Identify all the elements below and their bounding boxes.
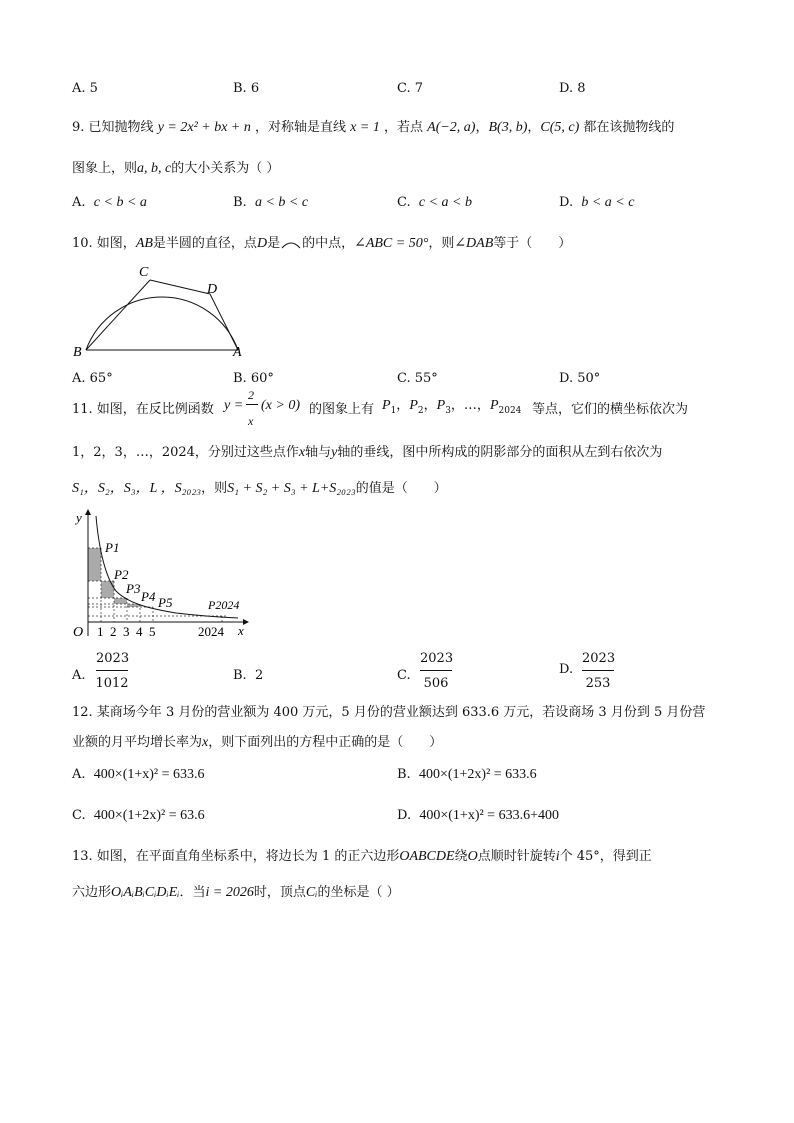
label-a: A	[233, 345, 242, 360]
option-label: A.	[72, 767, 86, 782]
q11-option-d-num: 2023	[582, 651, 616, 666]
fraction-bar	[582, 670, 614, 671]
q13-condition: i = 2026	[205, 885, 254, 900]
q13-text: 时，顶点	[253, 885, 306, 900]
q10-text: 等于（ ）	[493, 236, 572, 251]
q9-point-b: B(3, b)	[488, 120, 528, 135]
q13-i: i	[555, 849, 560, 864]
fraction-bar	[246, 404, 258, 405]
tick-4: 4	[136, 624, 143, 639]
q8-option-c: C. 7	[397, 81, 424, 96]
point-sub: 1	[390, 406, 397, 417]
q9-text: 图象上，则	[72, 161, 138, 176]
q10-option-b: B. 60°	[233, 371, 274, 386]
q13-text: 绕	[454, 849, 468, 864]
option-label: C.	[397, 195, 411, 210]
q10-point-d: D	[256, 236, 268, 251]
q12-option-c	[72, 808, 205, 824]
q13-text: 的坐标是（ ）	[317, 885, 400, 900]
q8-option-b: B. 6	[233, 81, 260, 96]
q9-vars: a, b, c	[137, 161, 172, 176]
label-p3: P3	[126, 581, 141, 596]
q11-stem-line3	[72, 477, 447, 497]
q12-option-d	[397, 808, 559, 824]
q13-o: O	[467, 849, 478, 864]
q9-stem-line1	[72, 116, 674, 136]
q9-text: 的大小关系为（ ）	[171, 161, 280, 176]
option-label: D.	[559, 195, 574, 210]
q10-ab: AB	[135, 236, 153, 251]
q11-sum: S₁ + S₂ + S₃ + L+S₂₀₂₃	[227, 481, 356, 496]
option-label: C.	[72, 808, 86, 823]
q9-point-c: C(5, c)	[540, 120, 580, 135]
q9-text: 9. 已知抛物线	[72, 120, 154, 135]
label-p2024: P2024	[208, 598, 240, 612]
label-p1: P1	[105, 540, 120, 555]
q11-text: 的值是（ ）	[355, 481, 447, 496]
q13-text: ．当	[179, 885, 206, 900]
label-p2: P2	[114, 567, 129, 582]
q9-option-d	[559, 195, 634, 211]
q11-text: 轴与	[305, 445, 332, 460]
label-p5: P5	[158, 595, 173, 610]
q12-text: 业额的月平均增长率为	[72, 735, 203, 750]
q9-point-a: A(−2, a)	[427, 120, 476, 135]
option-value: b < a < c	[581, 195, 635, 210]
q11-text: 轴的垂线，图中所构成的阴影部分的面积从左到右依次为	[337, 445, 663, 460]
q11-option-d-den: 253	[585, 676, 611, 691]
y-axis-label: y	[76, 510, 82, 525]
tick-3: 3	[123, 624, 130, 639]
q11-option-c-num: 2023	[420, 651, 454, 666]
q11-option-a-label: A.	[72, 668, 86, 683]
q13-text: 13. 如图，在平面直角坐标系中，将边长为 1 的正六边形	[72, 849, 400, 864]
q12-stem-line2	[72, 731, 442, 751]
q9-axis: x = 1	[350, 120, 380, 135]
q10-text: 10. 如图，	[72, 236, 136, 251]
q11-option-a-num: 2023	[96, 651, 130, 666]
option-value: 400×(1+2x)² = 633.6	[418, 767, 537, 782]
q10-text: ，则	[428, 236, 455, 251]
option-value: 2	[254, 668, 264, 683]
q10-angle: ∠DAB	[454, 236, 494, 251]
option-label: B.	[397, 767, 411, 782]
q11-option-c-den: 506	[423, 676, 449, 691]
q11-option-c-label: C.	[397, 668, 411, 683]
chord-bc	[86, 280, 150, 350]
option-value: 400×(1+2x)² = 63.6	[93, 808, 205, 823]
q11-option-a-den: 1012	[95, 676, 129, 691]
q12-var: x	[202, 735, 209, 750]
option-label: A.	[72, 195, 86, 210]
label-d: D	[207, 282, 218, 297]
shade-s1	[88, 548, 101, 581]
option-value: c < b < a	[93, 195, 147, 210]
arc-symbol-icon	[280, 238, 302, 250]
shade-s2	[101, 581, 114, 598]
point-sub: 2	[417, 406, 424, 417]
q13-hexagon: OABCDE	[399, 849, 455, 864]
point-p: P	[436, 398, 446, 413]
q9-option-c	[397, 195, 472, 211]
tick-2: 2	[110, 624, 117, 639]
q11-option-b	[233, 668, 263, 683]
option-value: c < a < b	[418, 195, 472, 210]
q9-text: ，对称轴是直线	[255, 120, 347, 135]
tick-2024: 2024	[198, 624, 224, 639]
label-p4: P4	[141, 589, 156, 604]
point-sub: 2024	[498, 406, 522, 417]
q12-stem-line1: 12. 某商场今年 3 月份的营业额为 400 万元，5 月份的营业额达到 633.6 万元，若设商场 3 月份到 5 月份营	[72, 705, 706, 720]
q12-text: ，则下面列出的方程中正确的是（ ）	[208, 735, 443, 750]
q11-stem-line1-c: 等点，它们的横坐标依次为	[532, 402, 689, 417]
fraction-bar	[96, 670, 128, 671]
origin-label: O	[73, 625, 84, 640]
q12-option-a	[72, 767, 205, 783]
q11-func-cond: (x > 0)	[261, 398, 300, 413]
q11-y: y	[331, 445, 338, 460]
q10-stem	[72, 232, 571, 252]
q13-hexagon-i: OᵢAᵢBᵢCᵢDᵢEᵢ	[111, 885, 180, 900]
q11-func-den: x	[248, 414, 254, 428]
q8-option-a: A. 5	[72, 81, 98, 96]
tick-5: 5	[149, 624, 156, 639]
point-sep: ，…，	[450, 398, 490, 413]
label-c: C	[139, 265, 149, 280]
q9-sep: ，	[475, 120, 489, 135]
q10-text: 的中点，	[302, 236, 355, 251]
q13-stem-line2	[72, 881, 400, 901]
q13-stem-line1	[72, 845, 652, 865]
q10-text: 是半圆的直径，点	[152, 236, 257, 251]
q11-option-d-label: D.	[559, 662, 574, 677]
q10-option-a: A. 65°	[72, 371, 113, 386]
point-p: P	[489, 398, 499, 413]
q10-option-c: C. 55°	[397, 371, 438, 386]
q11-stem-line1-a: 11. 如图，在反比例函数	[72, 402, 214, 417]
option-label: B.	[233, 668, 247, 683]
label-b: B	[73, 345, 82, 360]
q10-text: 是	[267, 236, 281, 251]
q10-semicircle-figure	[70, 262, 260, 362]
point-p: P	[382, 398, 391, 413]
q11-stem-line1-b: 的图象上有	[309, 402, 375, 417]
q11-stem-line2	[72, 441, 662, 461]
option-label: B.	[233, 195, 247, 210]
q9-equation: y = 2x² + bx + n	[157, 120, 251, 135]
q10-angle: ∠ABC = 50°	[354, 236, 429, 251]
q13-ci: Cᵢ	[305, 885, 318, 900]
q9-option-a	[72, 195, 147, 211]
q11-func-y: y =	[224, 398, 244, 413]
q11-graph-figure	[66, 506, 252, 642]
q11-func-num: 2	[248, 388, 254, 402]
q9-text: 都在该抛物线的	[583, 120, 675, 135]
q9-stem-line2	[72, 157, 279, 177]
q12-option-b	[397, 767, 537, 783]
q8-option-d: D. 8	[559, 81, 586, 96]
q9-sep: ，	[527, 120, 541, 135]
shade-s3	[114, 598, 127, 604]
option-value: 400×(1+x)² = 633.6+400	[419, 808, 559, 823]
q11-points	[382, 394, 521, 416]
q10-option-d: D. 50°	[559, 371, 601, 386]
q11-text: ，则	[201, 481, 228, 496]
option-value: a < b < c	[254, 195, 309, 210]
chord-cd	[150, 280, 210, 294]
x-axis-label: x	[238, 623, 244, 638]
q13-text: 点顺时针旋转	[477, 849, 556, 864]
point-sep: ，	[396, 398, 410, 413]
q13-text: 六边形	[72, 885, 112, 900]
q13-text: 个 45°，得到正	[559, 849, 652, 864]
point-p: P	[409, 398, 418, 413]
q9-text: ，若点	[383, 120, 423, 135]
q11-s-list: S₁，S₂，S₃，L ，S₂₀₂₃	[72, 481, 202, 496]
q9-option-b	[233, 195, 308, 211]
tick-1: 1	[97, 624, 104, 639]
q11-text: 1，2，3，…，2024，分别过这些点作	[72, 445, 299, 460]
q11-x: x	[298, 445, 306, 460]
fraction-bar	[420, 670, 452, 671]
chord-da	[210, 294, 238, 350]
point-sep: ，	[423, 398, 437, 413]
point-sub: 3	[445, 406, 451, 417]
option-value: 400×(1+x)² = 633.6	[93, 767, 205, 782]
option-label: D.	[397, 808, 412, 823]
